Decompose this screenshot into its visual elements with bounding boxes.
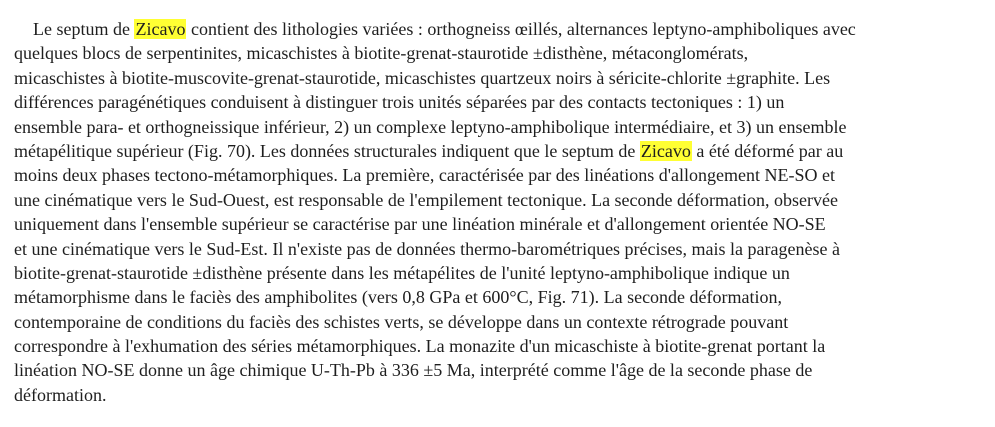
text-line [14,188,989,212]
text-line [14,212,989,236]
text-line [14,163,989,187]
text-run: métapélitique supérieur (Fig. 70). Les données structurales indiquent que le septum de [14,140,640,161]
text-line [14,139,989,163]
text-line [14,237,989,261]
text-run: contient des lithologies variées : orthogneiss œillés, alternances leptyno-amphiboliques avec [186,19,856,39]
text-line [14,383,989,407]
text-run: déformation. [14,384,107,405]
text-line [14,334,989,358]
text-run: Le septum de [33,19,135,39]
text-run: uniquement dans l'ensemble supérieur se caractérise par une linéation minérale et d'allongement orientée NO-SE [14,214,826,235]
text-run: micaschistes à biotite-muscovite-grenat-staurotide, micaschistes quartzeux noirs à séricite-chlorite ±graphite. Les [14,67,831,88]
text-run: différences paragénétiques conduisent à distinguer trois unités séparées par des contacts tectoniques : 1) un [14,92,785,113]
text-run: correspondre à l'exhumation des séries métamorphiques. La monazite d'un micaschiste à biotite-grenat portant la [14,336,826,357]
text-line [14,66,989,90]
text-run: métamorphisme dans le faciès des amphibolites (vers 0,8 GPa et 600°C, Fig. 71). La seconde déformation, [14,287,783,308]
highlighted-term: Zicavo [135,19,186,39]
text-run: contemporaine de conditions du faciès des schistes verts, se développe dans un contexte rétrograde pouvant [14,311,789,332]
text-line [14,17,989,41]
text-run: moins deux phases tectono-métamorphiques. La première, caractérisée par des linéations d'allongement NE-SO et [14,165,835,186]
text-line [14,261,989,285]
text-line [14,285,989,309]
paragraph [14,17,989,407]
text-run: linéation NO-SE donne un âge chimique U-Th-Pb à 336 ±5 Ma, interprété comme l'âge de la seconde phase de [14,360,813,381]
text-line [14,41,989,65]
text-line [14,90,989,114]
text-run: biotite-grenat-staurotide ±disthène présente dans les métapélites de l'unité leptyno-amphibolique indique un [14,262,790,283]
text-line [14,310,989,334]
text-line [14,358,989,382]
text-run: une cinématique vers le Sud-Ouest, est responsable de l'empilement tectonique. La seconde déformation, observée [14,189,838,210]
text-line [14,115,989,139]
text-run: ensemble para- et orthogneissique inférieur, 2) un complexe leptyno-amphibolique intermédiaire, et 3) un ensemble [14,116,847,137]
text-run: et une cinématique vers le Sud-Est. Il n'existe pas de données thermo-barométriques précises, mais la paragenèse à [14,238,840,259]
highlighted-term: Zicavo [640,140,691,161]
text-run: quelques blocs de serpentinites, micaschistes à biotite-grenat-staurotide ±disthène, métaconglomérats, [14,43,749,64]
text-run: a été déformé par au [691,140,844,161]
